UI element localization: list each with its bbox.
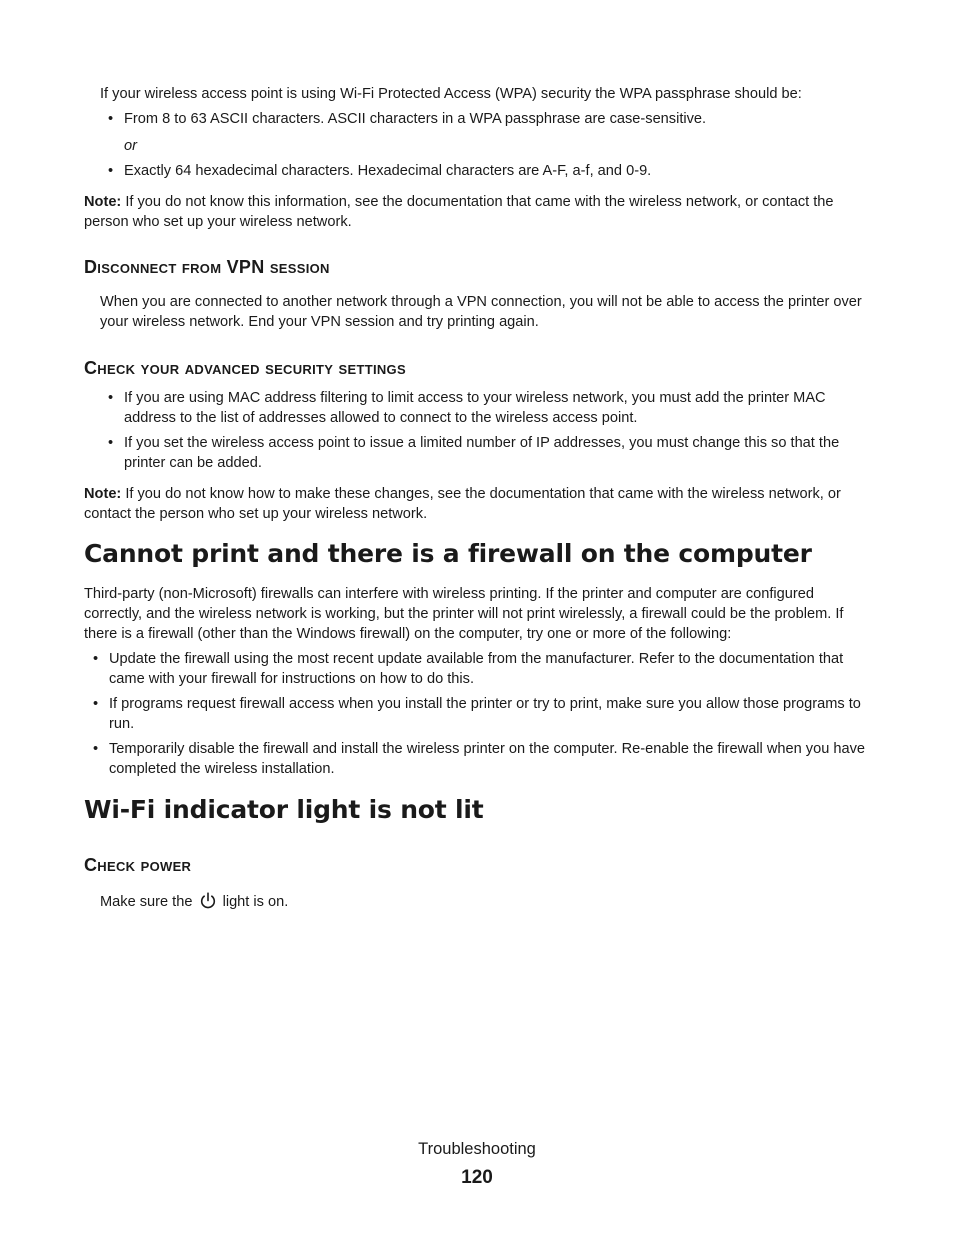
note-label: Note: [84,486,122,502]
section-heading: Cannot print and there is a firewall on the computer [84,539,812,568]
list-item-text: Exactly 64 hexadecimal characters. Hexadecimal characters are A-F, a-f, and 0-9. [124,163,652,179]
note-paragraph [84,484,874,524]
list-item-text: From 8 to 63 ASCII characters. ASCII characters in a WPA passphrase are case-sensitive. [124,111,707,127]
power-instruction [100,892,875,916]
section-heading: Wi-Fi indicator light is not lit [84,795,484,824]
or-text: or [124,138,137,154]
bullet-icon: • [93,651,99,667]
instruction-text-end: light is on. [218,894,289,910]
list-item [93,649,876,689]
section-subheading: Check power [84,855,192,875]
bullet-icon: • [93,741,99,757]
power-icon [199,892,217,916]
note-text: If you do not know how to make these changes, see the documentation that came with the wireless network, or contact the person who set up your wireless network. [84,486,841,522]
list-item-text: If you are using MAC address filtering to limit access to your wireless network, you must add the printer MAC address to the list of addresses allowed to connect to the wireless access point. [124,390,826,426]
note-text: If you do not know this information, see the documentation that came with the wireless network, or contact the person who set up your wireless network. [84,194,834,230]
list-item [93,694,876,734]
firewall-body: Third-party (non-Microsoft) firewalls can interfere with wireless printing. If the printer and computer are configured correctly, and the wireless network is working, but the printer will not print wirelessly, a firewall could be the problem. If there is a firewall (other than the Windows firewall) on the computer, try one or more of the following: [84,586,844,642]
bullet-icon: • [108,390,114,406]
note-label: Note: [84,194,122,210]
bullet-icon: • [93,696,99,712]
note-paragraph [84,192,874,232]
list-item [108,109,876,129]
vpn-body: When you are connected to another network through a VPN connection, you will not be able to access the printer over your wireless network. End your VPN session and try printing again. [100,294,862,330]
bullet-icon: • [108,435,114,451]
list-item [108,388,876,428]
list-item-text: Temporarily disable the firewall and install the wireless printer on the computer. Re-enable the firewall when you have completed the wireless installation. [109,741,866,777]
wpa-intro: If your wireless access point is using Wi-Fi Protected Access (WPA) security the WPA passphrase should be: [100,86,802,102]
bullet-icon: • [108,111,114,127]
list-item-text: Update the firewall using the most recent update available from the manufacturer. Refer to the documentation that came with your firewall for instructions on how to do this. [109,651,844,687]
list-item [108,433,876,473]
list-item [93,739,876,779]
list-item-text: If you set the wireless access point to issue a limited number of IP addresses, you must change this so that the printer can be added. [124,435,840,471]
list-item [108,161,876,181]
section-subheading: Check your advanced security settings [84,358,406,378]
list-item-text: If programs request firewall access when you install the printer or try to print, make sure you allow those programs to run. [109,696,861,732]
instruction-text-start: Make sure the [100,894,197,910]
bullet-icon: • [108,163,114,179]
page-number: 120 [461,1167,493,1188]
section-subheading: Disconnect from VPN session [84,257,330,277]
footer-section-name: Troubleshooting [418,1140,536,1158]
